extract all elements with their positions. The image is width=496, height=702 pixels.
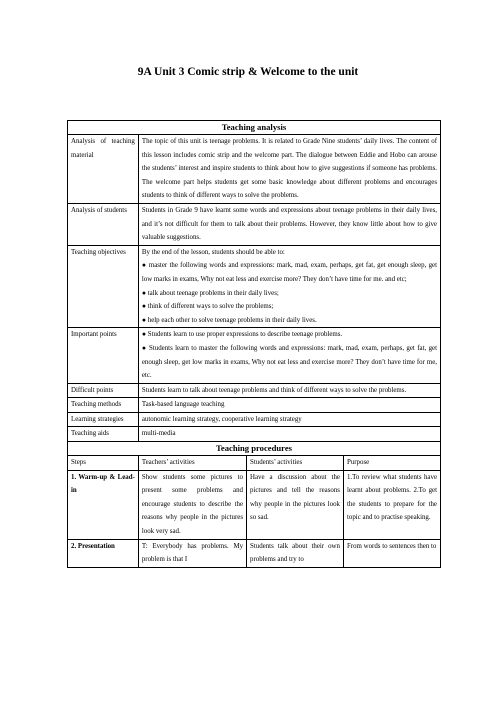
analysis-content: Students learn to talk about teenage problems and think of different ways to solve the problems. — [138, 383, 440, 398]
analysis-label: Teaching aids — [68, 427, 139, 442]
lesson-plan-table — [67, 120, 441, 568]
analysis-content — [138, 245, 440, 328]
column-header: Students’ activities — [247, 456, 344, 471]
analysis-content: The topic of this unit is teenage problems. It is related to Grade Nine students’ daily lives. The content of this lesson includes comic strip and the welcome part. The dialogue between Eddie and Hobo can arouse the students’ interest and inspire students to think about how to give suggestions if someone has problems. The welcome part helps students get some basic knowledge about different problems and encourages students to think of different ways to solve the problems. — [138, 135, 440, 204]
column-header: Purpose — [343, 456, 440, 471]
analysis-label: Learning strategies — [68, 412, 139, 427]
analysis-label: Important points — [68, 328, 139, 383]
analysis-row — [68, 135, 441, 204]
analysis-row — [68, 398, 441, 413]
analysis-row — [68, 412, 441, 427]
procedures-header-row — [68, 456, 441, 471]
analysis-label: Teaching methods — [68, 398, 139, 413]
objective-line: ● master the following words and expressions: mark, mad, exam, perhaps, get fat, get enough sleep, get low marks in exams, Why not eat less and exercise more? They don’t have time for me. and etc; — [141, 262, 437, 283]
analysis-label: Teaching objectives — [68, 245, 139, 328]
important-point-line: ● Students learn to use proper expressions to describe teenage problems. — [141, 331, 343, 339]
analysis-row — [68, 328, 441, 383]
step-cell: 1. Warm-up & Lead-in — [68, 470, 139, 539]
objective-line: ● think of different ways to solve the problems; — [141, 303, 274, 311]
important-point-line: ● Students learn to master the following words and expressions: mark, mad, exam, perhaps, get fat, get enough sleep, get low marks in exams, Why not eat less and exercise more? They don’t have time for me, etc. — [141, 344, 437, 380]
analysis-label: Analysis of teaching material — [68, 135, 139, 204]
page-title: 9A Unit 3 Comic strip & Welcome to the unit — [137, 66, 359, 78]
objective-line: ● talk about teenage problems in their daily lives; — [141, 289, 279, 297]
teacher-activity-cell: T: Everybody has problems. My problem is that I — [138, 539, 246, 567]
analysis-content: multi-media — [138, 427, 440, 442]
student-activity-cell: Have a discussion about the pictures and tell the reasons why people in the pictures look so sad. — [247, 470, 344, 539]
analysis-label: Analysis of students — [68, 203, 139, 245]
procedure-row — [68, 470, 441, 539]
procedure-row — [68, 539, 441, 567]
column-header: Steps — [68, 456, 139, 471]
analysis-row — [68, 383, 441, 398]
step-cell: 2. Presentation — [68, 539, 139, 567]
column-header: Teachers’ activities — [138, 456, 246, 471]
analysis-row — [68, 427, 441, 442]
analysis-content: Task-based language teaching — [138, 398, 440, 413]
analysis-label: Difficult points — [68, 383, 139, 398]
analysis-content: autonomic learning strategy, cooperative learning strategy — [138, 412, 440, 427]
analysis-row — [68, 203, 441, 245]
purpose-cell: 1.To review what students have learnt about problems. 2.To get the students to prepare for the topic and to practise speaking. — [343, 470, 440, 539]
objective-line: ● help each other to solve teenage problems in their daily lives. — [141, 316, 317, 324]
objective-line: By the end of the lesson, students should be able to: — [141, 248, 285, 256]
purpose-cell: From words to sentences then to — [343, 539, 440, 567]
analysis-row — [68, 245, 441, 328]
analysis-content: Students in Grade 9 have learnt some words and expressions about teenage problems in their daily lives, and it’s not difficult for them to talk about their problems. However, they know little about how to give valuable suggestions. — [138, 203, 440, 245]
teacher-activity-cell: Show students some pictures to present some problems and encourage students to describe the reasons why people in the pictures look very sad. — [138, 470, 246, 539]
student-activity-cell: Students talk about their own problems and try to — [247, 539, 344, 567]
analysis-heading: Teaching analysis — [68, 121, 441, 135]
procedures-heading: Teaching procedures — [68, 442, 441, 456]
analysis-content — [138, 328, 440, 383]
